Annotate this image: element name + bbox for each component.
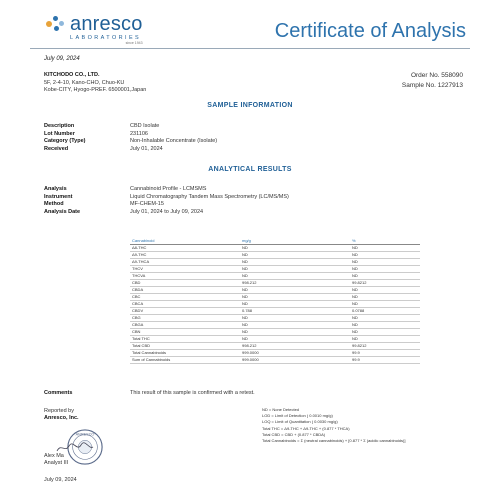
reported-by-org: Anresco, Inc. [44,415,79,421]
cell-cannabinoid: THCVA [130,272,240,279]
cell-percent: ND [350,293,420,300]
table-row [130,328,420,335]
cannabinoid-results-table [130,237,420,364]
analysis-label: Method [44,201,64,207]
sample-info-row [44,131,217,139]
cell-percent: ND [350,286,420,293]
cell-mg-per-g: ND [240,321,350,328]
cell-mg-per-g: ND [240,328,350,335]
cell-cannabinoid: CBC [130,293,240,300]
cell-mg-per-g: ND [240,265,350,272]
signer-block [44,453,68,467]
cell-cannabinoid: CBDA [130,286,240,293]
comments-text: This result of this sample is confirmed with a retest. [130,390,255,396]
sample-info-value: 231106 [130,130,148,137]
sample-information-list [44,123,217,153]
client-address-line-1: 5F, 2-4-10, Kano-CHO, Chuo-KU [44,79,125,86]
logo-since: since 1943 [125,41,143,45]
table-row [130,279,420,286]
analysis-value: MF-CHEM-15 [130,201,164,207]
cell-cannabinoid: Total Cannabinoids [130,349,240,356]
table-row [130,356,420,363]
table-row [130,293,420,300]
signature-date: July 09, 2024 [44,477,77,483]
analytical-results-list [44,186,289,216]
signer-role: Analyst III [44,460,69,466]
table-row [130,265,420,272]
cell-percent: ND [350,244,420,251]
cell-cannabinoid: Δ8-THC [130,244,240,251]
table-row [130,251,420,258]
note-line: Total Cannabinoids = Σ (neutral cannabinoids) + [0.877 * Σ (acidic cannabinoids)] [262,438,406,444]
cell-percent: 0.0788 [350,307,420,314]
client-block [44,72,146,95]
comments-label: Comments [44,390,73,396]
cell-percent: ND [350,328,420,335]
header-divider [30,48,470,49]
cell-cannabinoid: Total THC [130,335,240,342]
table-row [130,321,420,328]
definitions-notes [262,407,405,444]
cell-cannabinoid: Sum of Cannabinoids [130,356,240,363]
logo-subtitle: LABORATORIES [70,35,142,41]
cell-mg-per-g: ND [240,314,350,321]
analysis-row [44,186,289,194]
cell-cannabinoid: CBGA [130,321,240,328]
table-row [130,258,420,265]
cell-cannabinoid: CBN [130,328,240,335]
cell-mg-per-g: 0.788 [240,307,350,314]
cell-mg-per-g: ND [240,286,350,293]
cell-mg-per-g: ND [240,272,350,279]
column-header-mg-per-g: mg/g [240,237,350,244]
cell-mg-per-g: ND [240,335,350,342]
cell-mg-per-g: 998.212 [240,279,350,286]
order-number: Order No. 558090 [410,72,463,79]
cell-percent: 99.8212 [350,279,420,286]
cell-mg-per-g: ND [240,251,350,258]
table-row [130,272,420,279]
table-row [130,314,420,321]
cell-percent: 99.9 [350,349,420,356]
sample-number: Sample No. 1227913 [401,81,463,89]
cell-percent: ND [350,300,420,307]
document-title: Certificate of Analysis [274,20,466,42]
table-row [130,349,420,356]
cell-cannabinoid: THCV [130,265,240,272]
sample-info-label: Description [44,123,75,129]
sample-info-label: Lot Number [44,130,75,137]
analysis-row [44,194,289,202]
note-line: Total THC = Δ9-THC + Δ9-THC + (0.877 * THCA) [262,425,350,431]
analysis-label: Analysis [44,186,67,192]
cell-percent: 99.8212 [350,342,420,349]
cell-mg-per-g: ND [240,293,350,300]
analysis-value: Liquid Chromatography Tandem Mass Spectrometry (LC/MS/MS) [130,193,289,200]
anresco-logo [44,14,143,45]
cell-mg-per-g: ND [240,300,350,307]
cell-percent: 99.9 [350,356,420,363]
analysis-row [44,209,289,217]
analytical-results-heading: ANALYTICAL RESULTS [208,166,292,173]
cell-percent: ND [350,314,420,321]
cell-cannabinoid: CBG [130,314,240,321]
table-row [130,335,420,342]
report-date: July 09, 2024 [44,56,80,62]
reported-by-label: Reported by [44,408,74,414]
signer-name: Alex Ma [44,453,64,459]
cell-cannabinoid: CBDV [130,307,240,314]
table-row [130,244,420,251]
cell-cannabinoid: CBCA [130,300,240,307]
order-block [402,71,463,90]
sample-info-row [44,123,217,131]
cell-mg-per-g: 998.212 [240,342,350,349]
logo-name: anresco [70,13,143,35]
note-line: Total CBD = CBD + (0.877 * CBDA) [262,431,326,437]
seal-text: ANRESCO [75,432,95,437]
comments-row [44,390,255,396]
cell-mg-per-g: 999.0000 [240,356,350,363]
client-address-line-2: Kobe-CITY, Hyogo-PREF. 6500001,Japan [44,87,147,93]
cell-percent: ND [350,335,420,342]
sample-info-label: Category (Type) [44,138,86,144]
sample-info-value: Non-Inhalable Concentrate (Isolate) [130,138,218,144]
table-header-row [130,237,420,244]
cell-cannabinoid: Δ9-THCA [130,258,240,265]
cell-mg-per-g: ND [240,244,350,251]
cell-percent: ND [350,265,420,272]
note-line: LOQ = Limit of Quantitation ( 0.0030 mg/g) [262,419,338,425]
cell-percent: ND [350,272,420,279]
client-name: KITCHODO CO., LTD. [44,72,100,78]
cell-percent: ND [350,321,420,328]
analysis-label: Instrument [44,193,73,200]
results-table-body [130,244,420,363]
sample-info-value: July 01, 2024 [130,145,163,152]
cell-cannabinoid: CBD [130,279,240,286]
sample-info-row [44,146,217,154]
analysis-label: Analysis Date [44,208,81,215]
cell-percent: ND [350,251,420,258]
molecule-icon [44,14,68,36]
cell-cannabinoid: Δ9-THC [130,251,240,258]
table-row [130,342,420,349]
note-line: ND = None Detected [262,407,300,412]
table-row [130,286,420,293]
cell-percent: ND [350,258,420,265]
cell-cannabinoid: Total CBD [130,342,240,349]
analysis-value: Cannabinoid Profile - LCMSMS [130,186,207,192]
column-header-percent: % [350,237,420,244]
table-row [130,307,420,314]
analysis-value: July 01, 2024 to July 09, 2024 [130,208,204,215]
column-header-cannabinoid: Cannabinoid [130,237,240,244]
sample-information-heading: SAMPLE INFORMATION [207,102,293,109]
analysis-row [44,201,289,209]
cell-mg-per-g: 999.0000 [240,349,350,356]
sample-info-value: CBD Isolate [130,123,160,129]
sample-info-label: Received [44,145,69,152]
note-line: LOD = Limit of Detection ( 0.0010 mg/g) [262,413,333,419]
table-row [130,300,420,307]
reported-by-block [44,408,79,422]
cell-mg-per-g: ND [240,258,350,265]
sample-info-row [44,138,217,146]
